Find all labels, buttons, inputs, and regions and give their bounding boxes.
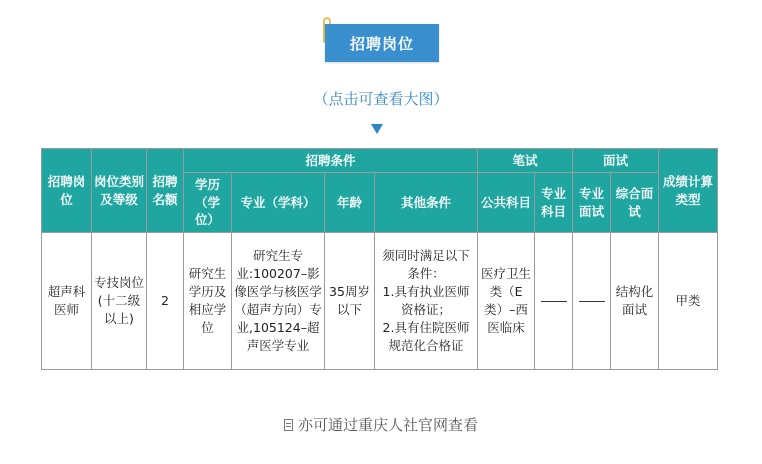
down-arrow-icon <box>371 124 383 134</box>
cell-public-subject: 医疗卫生类（E类）–西医临床 <box>478 233 535 370</box>
header-other: 其他条件 <box>375 173 478 233</box>
header-interview: 面试 <box>573 149 659 173</box>
empty-dash <box>541 301 567 302</box>
cell-education: 研究生学历及相应学位 <box>184 233 232 370</box>
document-icon <box>284 419 293 431</box>
header-education: 学历（学位） <box>184 173 232 233</box>
footer-text[interactable]: 亦可通过重庆人社官网查看 <box>297 416 478 434</box>
section-header <box>319 16 441 64</box>
header-conditions: 招聘条件 <box>184 149 478 173</box>
other-condition-1: 1.具有执业医师资格证； <box>382 283 470 317</box>
other-condition-intro: 须同时满足以下条件： <box>382 247 470 281</box>
section-title: 招聘岗位 <box>325 24 439 62</box>
cell-age: 35周岁以下 <box>325 233 375 370</box>
footer-note <box>0 414 762 435</box>
header-category: 岗位类别及等级 <box>92 149 147 233</box>
cell-quota: 2 <box>147 233 184 370</box>
header-major-subject: 专业科目 <box>535 173 573 233</box>
header-comprehensive-interview: 综合面试 <box>611 173 659 233</box>
cell-major: 研究生专业:100207–影像医学与核医学（超声方向）专业,105124–超声医学专业 <box>232 233 325 370</box>
cell-major-subject <box>535 233 573 370</box>
header-written: 笔试 <box>478 149 573 173</box>
cell-score-type: 甲类 <box>659 233 718 370</box>
header-public-subject: 公共科目 <box>478 173 535 233</box>
header-age: 年龄 <box>325 173 375 233</box>
header-major: 专业（学科） <box>232 173 325 233</box>
header-major-interview: 专业面试 <box>573 173 611 233</box>
empty-dash <box>579 301 605 302</box>
header-score-type: 成绩计算类型 <box>659 149 718 233</box>
enlarge-hint: （点击可查看大图） <box>313 90 449 108</box>
recruitment-table <box>41 148 718 370</box>
other-condition-2: 2.具有住院医师规范化合格证 <box>382 320 470 354</box>
cell-position: 超声科医师 <box>42 233 92 370</box>
table-row <box>42 233 718 370</box>
header-position: 招聘岗位 <box>42 149 92 233</box>
cell-other <box>375 233 478 370</box>
cell-comprehensive-interview: 结构化面试 <box>611 233 659 370</box>
cell-major-interview <box>573 233 611 370</box>
cell-category: 专技岗位(十二级以上) <box>92 233 147 370</box>
header-quota: 招聘名额 <box>147 149 184 233</box>
